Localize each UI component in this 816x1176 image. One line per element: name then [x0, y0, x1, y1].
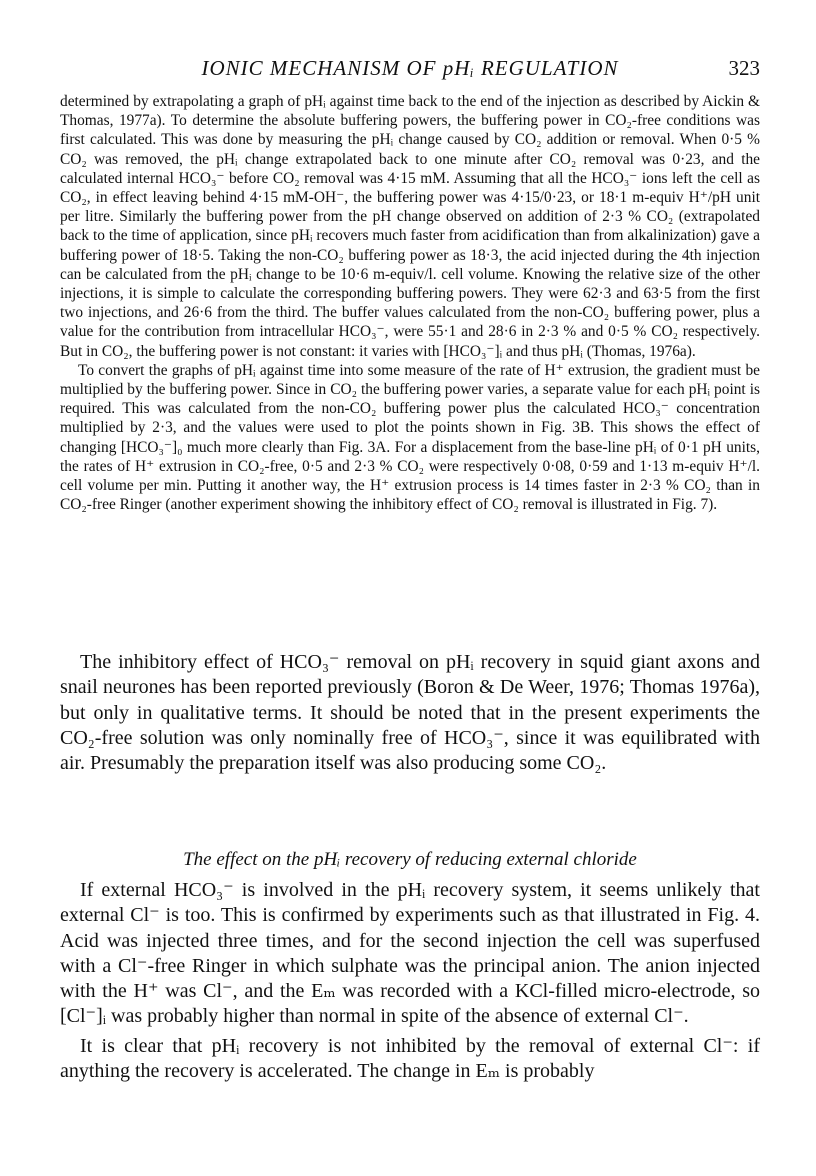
section-heading: The effect on the pHᵢ recovery of reducing external chloride	[183, 849, 637, 870]
page-number: 323	[728, 56, 760, 80]
paragraph-buffering-power: determined by extrapolating a graph of pHᵢ against time back to the end of the injection as described by Aickin & Thomas, 1977a). To determine the absolute buffering powers, the buffering power in CO₂-free conditions was first calculated. This was done by measuring the pHᵢ change caused by CO₂ addition or removal. When 0·5 % CO₂ was removed, the pHᵢ change extrapolated back to one minute after CO₂ removal was 0·23, and the calculated internal HCO₃⁻ before CO₂ removal was 4·15 mM. Assuming that all the HCO₃⁻ ions left the cell as CO₂, in effect leaving behind 4·15 mM-OH⁻, the buffering power was 4·15/0·23, or 18·1 m-equiv H⁺/pH unit per litre. Similarly the buffering power from the pH change observed on addition of 2·3 % CO₂ (extrapolated back to the time of application, since pHᵢ recovers much faster from acidification than from alkalinization) gave a buffering power of 18·5. Taking the non-CO₂ buffering power as 18·3, the acid injected during the 4th injection can be calculated from the pHᵢ change to be 10·6 m-equiv/l. cell volume. Knowing the relative size of the other injections, it is simple to calculate the corresponding buffering powers. They were 62·3 and 63·5 from the first two injections, and 26·6 from the third. The buffer values calculated from the non-CO₂ buffering power, plus a value for the contribution from intracellular HCO₃⁻, were 55·1 and 28·6 in 2·3 % and 0·5 % CO₂ respectively. But in CO₂, the buffering power is not constant: it varies with [HCO₃⁻]ᵢ and thus pHᵢ (Thomas, 1976a).	[60, 93, 760, 360]
body-text	[60, 650, 760, 776]
paragraph-chloride-result: It is clear that pHᵢ recovery is not inhibited by the removal of external Cl⁻: if anything the recovery is accelerated. The change in Eₘ is probably	[60, 1034, 760, 1083]
paragraph-extrusion-rate: To convert the graphs of pHᵢ against time into some measure of the rate of H⁺ extrusion, the gradient must be multiplied by the buffering power. Since in CO₂ the buffering power varies, a separate value for each pHᵢ point is required. This was calculated from the non-CO₂ buffering power plus the calculated HCO₃⁻ concentration multiplied by 2·3, and the values were used to plot the points shown in Fig. 3B. This shows the effect of changing [HCO₃⁻]₀ much more clearly than Fig. 3A. For a displacement from the base-line pHᵢ of 0·1 pH units, the rates of H⁺ extrusion in CO₂-free, 0·5 and 2·3 % CO₂ were respectively 0·08, 0·59 and 1·13 m-equiv H⁺/l. cell volume per min. Putting it another way, the H⁺ extrusion process is 14 times faster in 2·3 % CO₂ than in CO₂-free Ringer (another experiment showing the inhibitory effect of CO₂ removal is illustrated in Fig. 7).	[60, 361, 760, 514]
running-title: IONIC MECHANISM OF pHᵢ REGULATION	[201, 56, 619, 80]
running-header	[60, 56, 760, 84]
chloride-section	[60, 878, 760, 1084]
paragraph-inhibitory-effect: The inhibitory effect of HCO₃⁻ removal on pHᵢ recovery in squid giant axons and snail neurones has been reported previously (Boron & De Weer, 1976; Thomas 1976a), but only in qualitative terms. It should be noted that in the present experiments the CO₂-free solution was only nominally free of HCO₃⁻, since it was equilibrated with air. Presumably the preparation itself was also producing some CO₂.	[60, 651, 760, 775]
paragraph-chloride-experiment: If external HCO₃⁻ is involved in the pHᵢ recovery system, it seems unlikely that external Cl⁻ is too. This is confirmed by experiments such as that illustrated in Fig. 4. Acid was injected three times, and for the second injection the cell was superfused with a Cl⁻-free Ringer in which sulphate was the principal anion. The anion injected with the H⁺ was Cl⁻, and the Eₘ was recorded with a KCl-filled micro-electrode, so [Cl⁻]ᵢ was probably higher than normal in spite of the absence of external Cl⁻.	[60, 879, 760, 1028]
small-print-section	[60, 92, 760, 514]
